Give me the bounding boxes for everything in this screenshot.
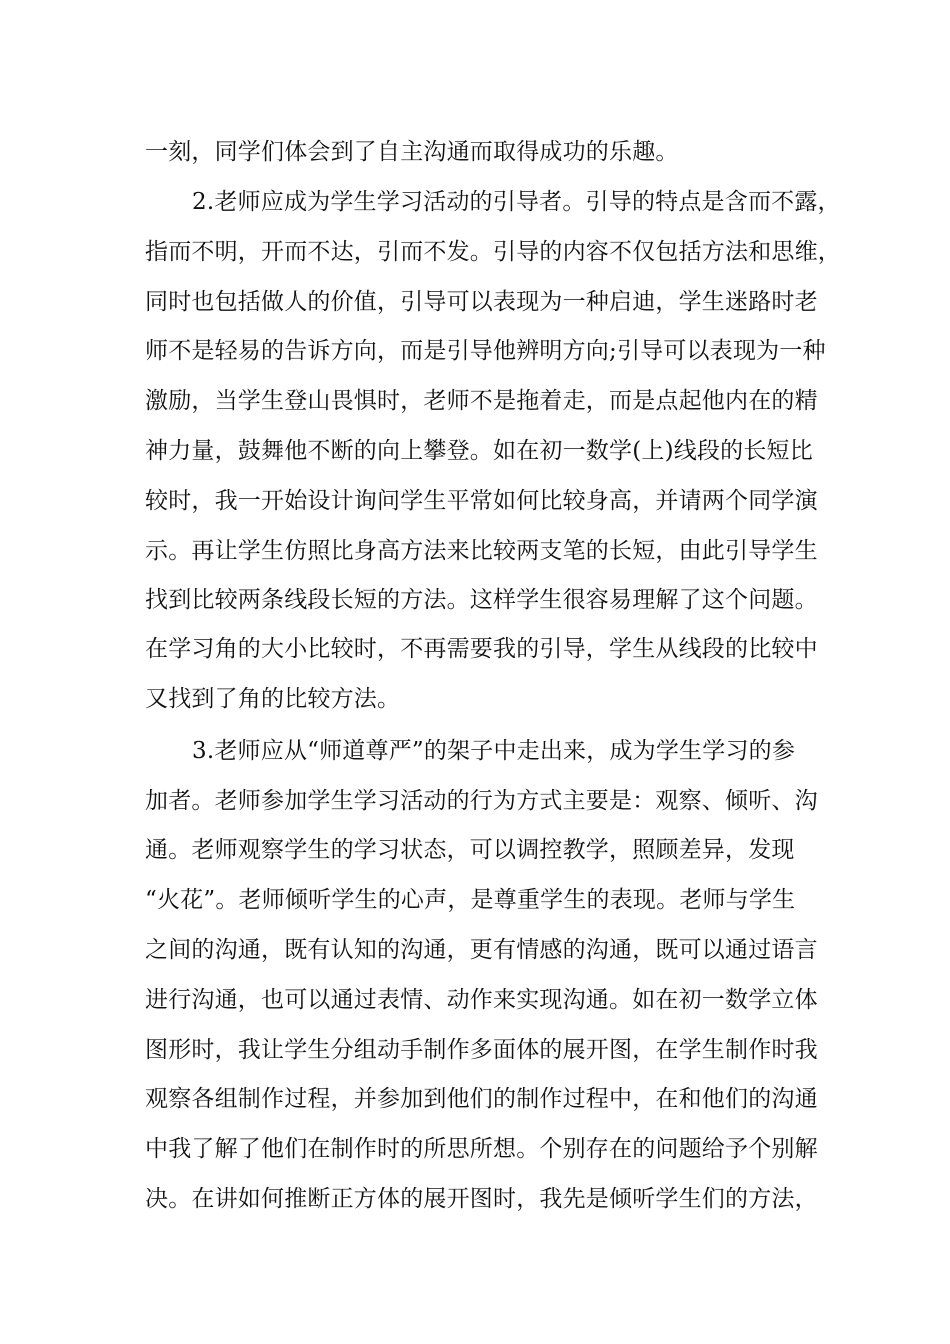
text-line: 图形时，我让学生分组动手制作多面体的展开图，在学生制作时我 <box>145 1037 818 1063</box>
paragraph-2-first-line: 2.老师应成为学生学习活动的引导者。引导的特点是含而不露， <box>192 189 841 215</box>
text-line: 加者。老师参加学生学习活动的行为方式主要是：观察、倾听、沟 <box>145 788 818 814</box>
text-line: 找到比较两条线段长短的方法。这样学生很容易理解了这个问题。 <box>145 587 818 613</box>
text-line: 示。再让学生仿照比身高方法来比较两支笔的长短，由此引导学生 <box>145 538 818 564</box>
text-line: 又找到了角的比较方法。 <box>145 686 401 712</box>
text-line: 激励，当学生登山畏惧时，老师不是拖着走，而是点起他内在的精 <box>145 388 818 414</box>
text-line: 指而不明，开而不达，引而不发。引导的内容不仅包括方法和思维， <box>145 239 841 265</box>
text-line: 通。老师观察学生的学习状态，可以调控教学，照顾差异，发现 <box>145 837 795 863</box>
text-line: 在学习角的大小比较时，不再需要我的引导，学生从线段的比较中 <box>145 636 818 662</box>
text-line: “火花”。老师倾听学生的心声，是尊重学生的表现。老师与学生 <box>145 887 796 913</box>
text-line: 神力量，鼓舞他不断的向上攀登。如在初一数学(上)线段的长短比 <box>145 438 813 464</box>
text-line: 进行沟通，也可以通过表情、动作来实现沟通。如在初一数学立体 <box>145 987 818 1013</box>
text-line: 中我了解了他们在制作时的所思所想。个别存在的问题给予个别解 <box>145 1136 818 1162</box>
text-line: 决。在讲如何推断正方体的展开图时，我先是倾听学生们的方法， <box>145 1186 818 1212</box>
text-line: 较时，我一开始设计询问学生平常如何比较身高，并请两个同学演 <box>145 488 818 514</box>
text-line: 同时也包括做人的价值，引导可以表现为一种启迪，学生迷路时老 <box>145 289 818 315</box>
text-line: 之间的沟通，既有认知的沟通，更有情感的沟通，既可以通过语言 <box>145 937 818 963</box>
text-line: 一刻，同学们体会到了自主沟通而取得成功的乐趣。 <box>145 139 679 165</box>
text-line: 师不是轻易的告诉方向，而是引导他辨明方向;引导可以表现为一种 <box>145 338 826 364</box>
paragraph-3-first-line: 3.老师应从“师道尊严”的架子中走出来，成为学生学习的参 <box>192 738 796 764</box>
text-line: 观察各组制作过程，并参加到他们的制作过程中，在和他们的沟通 <box>145 1086 818 1112</box>
